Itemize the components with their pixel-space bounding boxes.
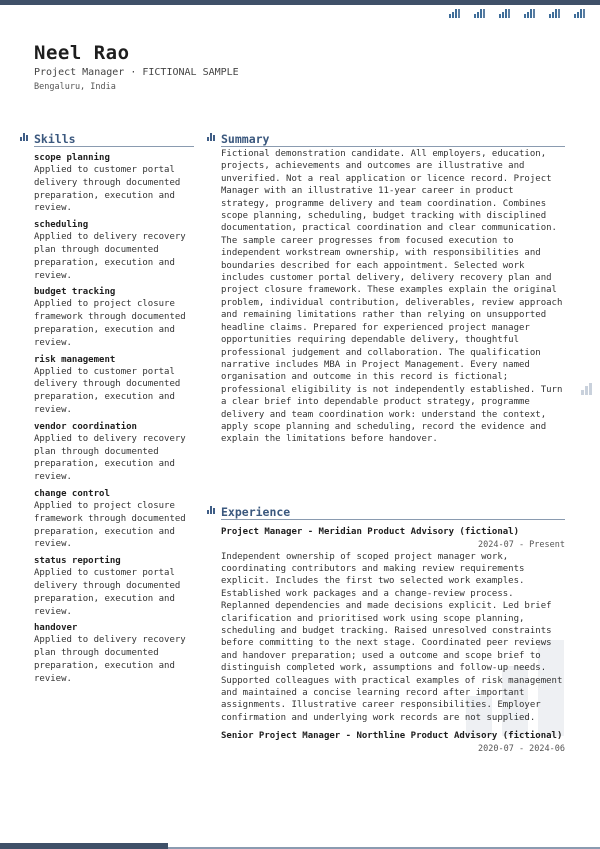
job-title: Senior Project Manager - Northline Product Advisory (fictional) (221, 731, 563, 742)
skill-name: scope planning (34, 153, 110, 163)
section-bar-icon (207, 506, 216, 514)
job-date: 2024-07 - Present (478, 539, 565, 550)
skill-description: Applied to delivery recovery plan through documented preparation, execution and review. (34, 232, 186, 281)
skill-item (34, 354, 194, 417)
candidate-subtitle: Project Manager · FICTIONAL SAMPLE (34, 67, 239, 78)
summary-heading (221, 131, 565, 147)
bar-chart-icon (574, 9, 586, 18)
summary-title: Summary (221, 131, 270, 146)
skill-name: risk management (34, 354, 116, 365)
candidate-location: Bengaluru, India (34, 82, 116, 92)
experience-title: Experience (221, 504, 291, 519)
job-date: 2020-07 - 2024-06 (478, 743, 565, 754)
header-icon-row (449, 9, 586, 18)
skill-description: Applied to project closure framework through documented preparation, execution and review. (34, 299, 186, 348)
skill-item (34, 622, 194, 685)
section-bar-icon (207, 133, 216, 141)
job-entry (221, 730, 565, 755)
summary-block (221, 148, 565, 446)
skill-item (34, 219, 194, 282)
job-title: Project Manager - Meridian Product Advisory (fictional) (221, 527, 520, 537)
bar-chart-icon (549, 9, 561, 18)
skill-description: Applied to delivery recovery plan through documented preparation, execution and review. (34, 433, 186, 483)
resume-header (34, 42, 239, 93)
top-accent-bar (0, 0, 600, 5)
experience-list (221, 526, 565, 755)
skills-list (34, 152, 194, 690)
skill-description: Applied to delivery recovery plan through documented preparation, execution and review. (34, 635, 186, 684)
bar-chart-icon (499, 9, 511, 18)
skill-name: status reporting (34, 556, 121, 567)
skills-title: Skills (34, 131, 76, 146)
skill-description: Applied to customer portal delivery through documented preparation, execution and review. (34, 165, 181, 214)
skill-description: Applied to customer portal delivery through documented preparation, execution and review. (34, 366, 181, 415)
skill-name: vendor coordination (34, 421, 137, 432)
skill-item (34, 555, 194, 618)
skill-item (34, 152, 194, 215)
bar-chart-icon (474, 9, 486, 18)
section-bar-icon (20, 133, 29, 141)
job-description: Independent ownership of scoped project manager work, coordinating contributors and making review requirements explicit. Includes the first two selected work examples. Established work packages and a change-review process. Replanned dependencies and made decisions explicit. Led brief clarification and prioritised work using scope planning, scheduling and budget tracking. Raised unresolved constraints before committing to the next stage. Coordinated peer reviews and handover preparation; used a outcome and scope brief to distinguish completed work, assumptions and follow-up needs. Supported colleagues with practical examples of risk management and maintained a concise learning record after important assignments. Illustrative career responsibilities. Employer confirmation and underlying work records are not supplied. (221, 551, 563, 723)
skill-name: scheduling (34, 220, 89, 231)
skill-item (34, 421, 194, 484)
bar-chart-icon (449, 9, 461, 18)
skills-heading (34, 131, 194, 147)
summary-text: Fictional demonstration candidate. All employers, education, projects, achievements and outcomes are illustrative and unverified. Not a real application or licence record. Project Manager with an illustrative 11-year career in product strategy, programme delivery and team coordination. Combines scope planning, scheduling, budget tracking with disciplined documentation, practical coordination and clear communication. The sample career progresses from focused execution to independent workstream ownership, with responsibilities and boundaries described for each appointment. Selected work includes customer portal delivery, delivery recovery plan and project closure framework. These examples explain the original problem, individual contribution, deliverables, review approach and remaining limitations rather than relying on unsupported headline claims. Prepared for experienced project manager opportunities requiring dependable delivery, thoughtful professional judgement and collaboration. The qualification narrative includes MBA in Project Management. Every named organisation and outcome in this record is fictional; professional eligibility is not independently established. Turn a clear brief into dependable product strategy, programme delivery and team coordination work: understand the context, apply scope planning and scheduling, record the evidence and explain the limitations before handover. (221, 149, 563, 445)
candidate-name: Neel Rao (34, 42, 130, 64)
skill-name: change control (34, 488, 110, 499)
skill-item (34, 488, 194, 551)
bottom-accent-bar (0, 843, 168, 849)
side-bar-chart-icon (581, 383, 593, 395)
skill-name: budget tracking (34, 287, 116, 298)
experience-heading (221, 504, 565, 520)
skill-name: handover (34, 623, 78, 634)
skill-description: Applied to customer portal delivery through documented preparation, execution and review. (34, 568, 181, 617)
job-entry (221, 526, 565, 724)
skill-description: Applied to project closure framework through documented preparation, execution and review. (34, 500, 186, 550)
bar-chart-icon (524, 9, 536, 18)
skill-item (34, 286, 194, 349)
